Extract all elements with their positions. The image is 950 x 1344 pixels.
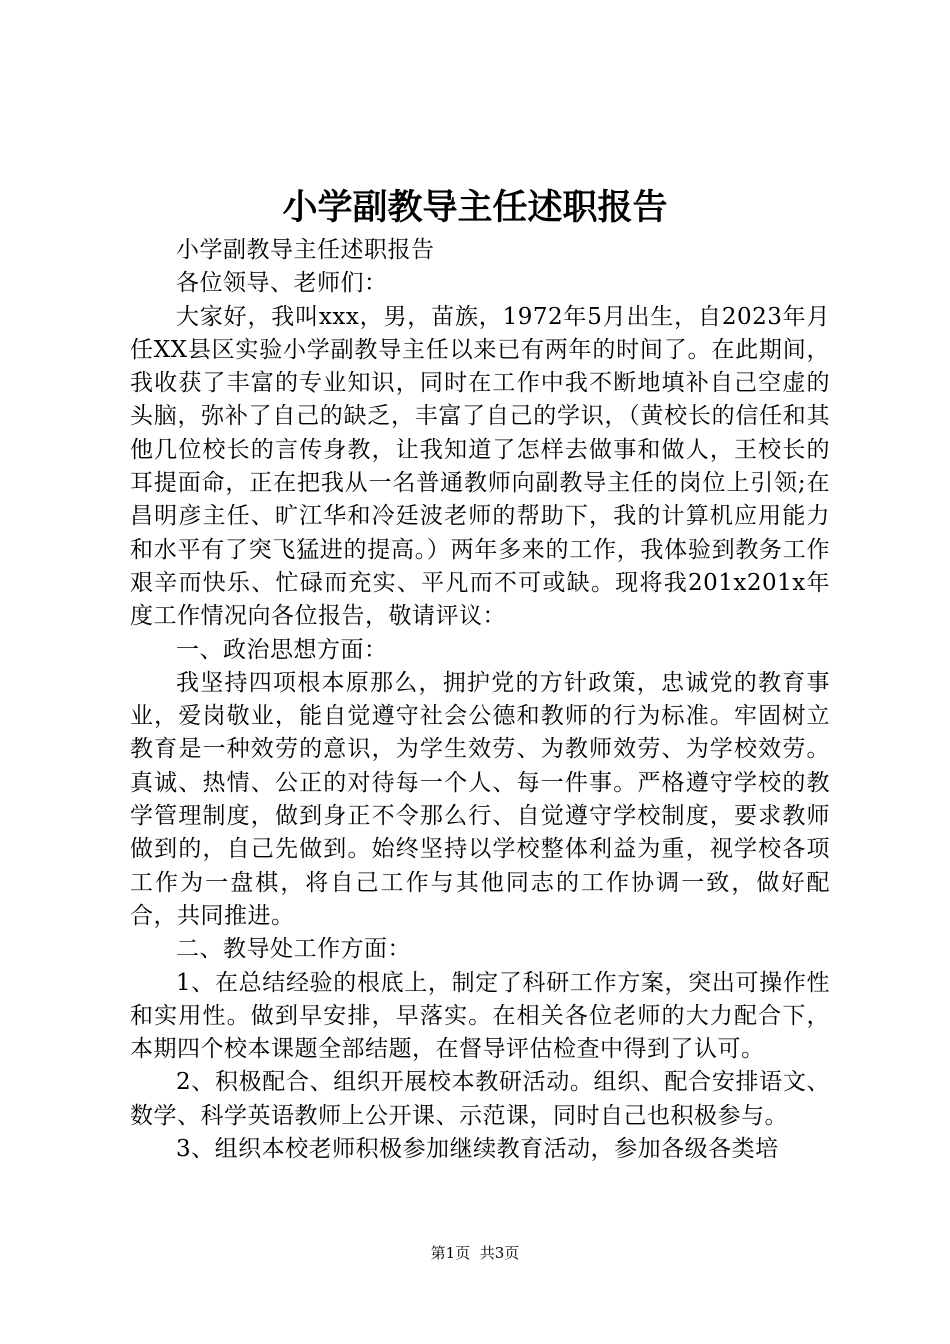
paragraph-introduction: 大家好，我叫xxx，男，苗族，1972年5月出生，自2023年月任XX县区实验小学副教导主任以来已有两年的时间了。在此期间，我收获了丰富的专业知识，同时在工作中我不断地填补自己空虚的头脑，弥补了自己的缺乏，丰富了自己的学识，（黄校长的信任和其他几位校长的言传身教，让我知道了怎样去做事和做人，王校长的耳提面命，正在把我从一名普通教师向副教导主任的岗位上引领;在昌明彦主任、旷江华和冷廷波老师的帮助下，我的计算机应用能力和水平有了突飞猛进的提高。）两年多来的工作，我体验到教务工作艰辛而快乐、忙碌而充实、平凡而不可或缺。现将我201x201x年度工作情况向各位报告，敬请评议： xyxy=(130,303,830,630)
paragraph-item-1: 1、在总结经验的根底上，制定了科研工作方案，突出可操作性和实用性。做到早安排，早落实。在相关各位老师的大力配合下，本期四个校本课题全部结题，在督导评估检查中得到了认可。 xyxy=(130,969,830,1063)
paragraph-item-2: 2、积极配合、组织开展校本教研活动。组织、配合安排语文、数学、科学英语教师上公开课、示范课，同时自己也积极参与。 xyxy=(130,1069,830,1129)
page-footer xyxy=(0,1242,950,1264)
section-heading-academic-office: 二、教导处工作方面： xyxy=(176,936,411,963)
section-heading-political: 一、政治思想方面： xyxy=(176,636,388,663)
page-total: 共3页 xyxy=(479,1244,520,1262)
paragraph-salutation: 各位领导、老师们： xyxy=(176,270,388,297)
page-number: 第1页 xyxy=(430,1244,471,1262)
document-body xyxy=(130,234,830,1166)
paragraph-political: 我坚持四项根本原那么，拥护党的方针政策，忠诚党的教育事业，爱岗敬业，能自觉遵守社会公德和教师的行为标准。牢固树立教育是一种效劳的意识，为学生效劳、为教师效劳、为学校效劳。真诚、热情、公正的对待每一个人、每一件事。严格遵守学校的教学管理制度，做到身正不令那么行、自觉遵守学校制度，要求教师做到的，自己先做到。始终坚持以学校整体利益为重，视学校各项工作为一盘棋，将自己工作与其他同志的工作协调一致，做好配合，共同推进。 xyxy=(130,669,830,929)
document-title: 小学副教导主任述职报告 xyxy=(282,187,668,228)
paragraph-subtitle: 小学副教导主任述职报告 xyxy=(176,237,435,263)
paragraph-item-3: 3、组织本校老师积极参加继续教育活动，参加各级各类培 xyxy=(176,1136,779,1163)
